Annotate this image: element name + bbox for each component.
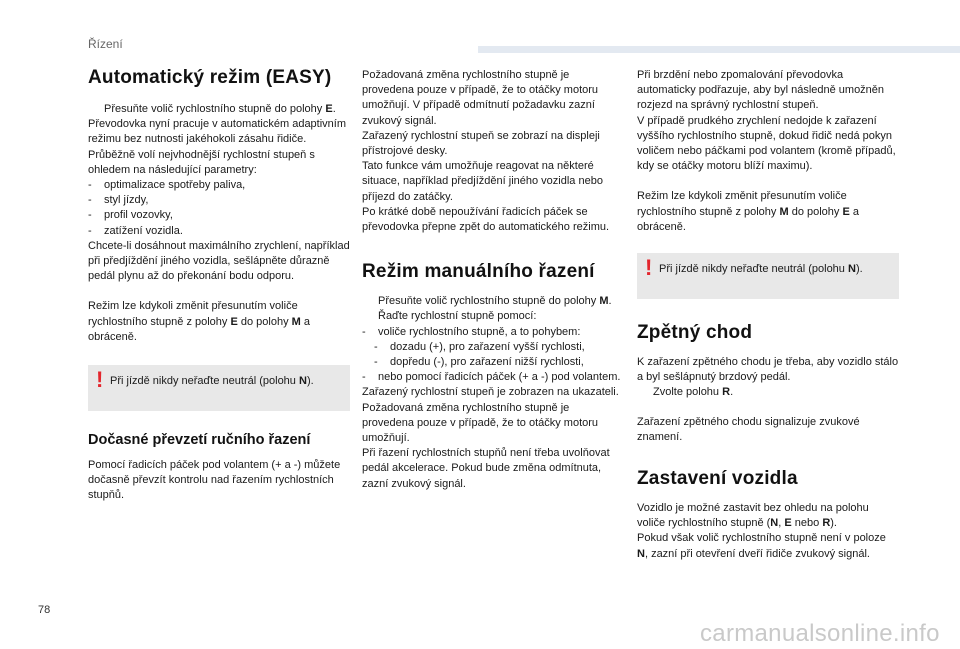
column-3	[637, 68, 899, 562]
paragraph: Při řazení rychlostních stupňů není třeba uvolňovat pedál akcelerace. Pokud bude změna odmítnuta, zazní zvukový signál.	[362, 447, 610, 490]
paragraph: Chcete-li dosáhnout maximálního zrychlení, například při předjíždění jiného vozidla, sešlápněte důrazně pedál plynu až do překonání bodu odporu.	[88, 239, 350, 283]
header-bar	[478, 46, 960, 53]
list-item: - dozadu (+), pro zařazení vyšší rychlosti,	[374, 340, 585, 353]
list-item: - nebo pomocí řadicích páček (+ a -) pod volantem.	[362, 371, 621, 384]
paragraph: Režim lze kdykoli změnit přesunutím voliče rychlostního stupně z polohy M do polohy E a obráceně.	[637, 190, 860, 233]
list-item: - voliče rychlostního stupně, a to pohybem:	[362, 325, 581, 338]
column-1	[88, 66, 350, 504]
list-item: - optimalizace spotřeby paliva,	[88, 179, 246, 192]
warning-icon: !	[96, 367, 104, 393]
heading-automatic-mode: Automatický režim (EASY)	[88, 67, 332, 88]
warning-box: ! Při jízdě nikdy neřaďte neutrál (polohu N).	[637, 253, 899, 299]
paragraph: Tato funkce vám umožňuje reagovat na některé situace, například předjíždění jiného vozidla nebo příjezd do zatáčky.	[362, 160, 603, 203]
column-2	[362, 68, 624, 492]
list-item: Přesuňte volič rychlostního stupně do polohy M.	[378, 295, 612, 308]
list-item: Řaďte rychlostní stupně pomocí:	[378, 310, 537, 323]
paragraph: Vozidlo je možné zastavit bez ohledu na polohu voliče rychlostního stupně (N, E nebo R).	[637, 502, 869, 530]
paragraph: Zařazený rychlostní stupeň je zobrazen na ukazateli.	[362, 386, 619, 399]
list-item: - profil vozovky,	[88, 209, 173, 222]
list-item: - dopředu (-), pro zařazení nižší rychlosti,	[374, 356, 584, 369]
heading-manual-mode: Režim manuálního řazení	[362, 261, 595, 283]
list-item: - zatížení vozidla.	[88, 224, 183, 237]
paragraph: Při brzdění nebo zpomalování převodovka automaticky podřazuje, aby byl následně umožněn rozjezd na správný rychlostní stupeň.	[637, 69, 885, 112]
warning-icon: !	[645, 255, 653, 281]
paragraph: Požadovaná změna rychlostního stupně je provedena pouze v případě, že to otáčky motoru umožňují.	[362, 401, 599, 445]
paragraph: Převodovka nyní pracuje v automatickém adaptivním režimu bez nutnosti jakéhokoli zásahu řidiče.	[88, 118, 347, 146]
paragraph: Režim lze kdykoli změnit přesunutím voliče rychlostního stupně z polohy E do polohy M a obráceně.	[88, 300, 311, 343]
watermark: carmanualsonline.info	[700, 620, 940, 647]
section-title: Řízení	[88, 37, 123, 51]
heading-reverse: Zpětný chod	[637, 322, 753, 344]
heading-stopping: Zastavení vozidla	[637, 468, 798, 490]
paragraph: Pokud však volič rychlostního stupně není v poloze N, zazní při otevření dveří řidiče zvukový signál.	[637, 532, 886, 560]
paragraph: Zařazený rychlostní stupeň se zobrazí na displeji přístrojové desky.	[362, 129, 600, 158]
list-item: Zvolte polohu R.	[653, 386, 734, 399]
paragraph: Požadovaná změna rychlostního stupně je provedena pouze v případě, že to otáčky motoru umožňují. V případě odmítnutí požadavku zazní zvukový signál.	[362, 69, 599, 127]
page-number: 78	[38, 604, 51, 616]
paragraph: Zařazení zpětného chodu signalizuje zvukové znamení.	[637, 415, 860, 443]
list-item: - styl jízdy,	[88, 194, 149, 207]
paragraph: Pomocí řadicích páček pod volantem (+ a -) můžete dočasně převzít kontrolu nad řazením rychlostních stupňů.	[88, 459, 341, 502]
warning-box: ! Při jízdě nikdy neřaďte neutrál (polohu N).	[88, 365, 350, 411]
paragraph: Průběžně volí nejvhodnější rychlostní stupeň s ohledem na následující parametry:	[88, 148, 315, 176]
list-item: Přesuňte volič rychlostního stupně do polohy E.	[104, 103, 336, 115]
heading-temporary-manual: Dočasné převzetí ručního řazení	[88, 432, 311, 449]
paragraph: K zařazení zpětného chodu je třeba, aby vozidlo stálo a byl sešlápnutý brzdový pedál.	[637, 356, 899, 384]
paragraph: Po krátké době nepoužívání řadicích páček se převodovka přepne zpět do automatického režimu.	[362, 205, 610, 234]
paragraph: V případě prudkého zrychlení nedojde k zařazení vyššího rychlostního stupně, dokud řidič nedá pokyn voličem nebo páčkami pod volantem (kromě případů, kdy se otáčky motoru blíží maximu).	[637, 114, 896, 173]
